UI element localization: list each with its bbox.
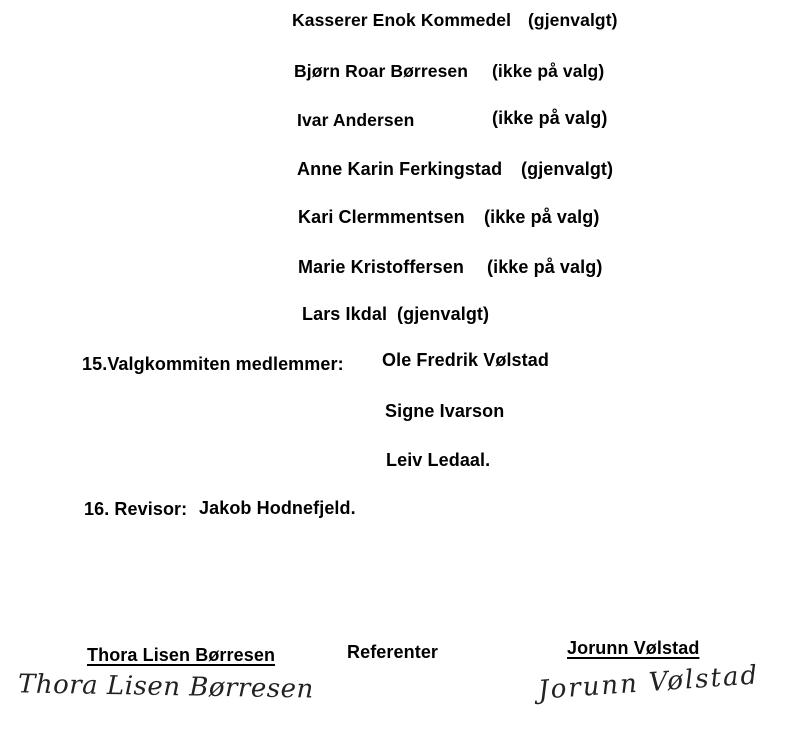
board-member-name-5: Kari Clermmentsen [298,207,465,227]
board-member-name-7: Lars Ikdal [302,304,388,324]
board-member-status-2: (ikke på valg) [492,61,605,81]
section15-label: 15.Valgkommiten medlemmer: [82,354,344,374]
signature-right: Jorunn Vølstad [537,660,761,706]
board-member-status-1: (gjenvalgt) [528,10,618,30]
board-member-name-3: Ivar Andersen [297,110,415,130]
election-committee-member-2: Signe Ivarson [385,401,505,421]
referent-left-name: Thora Lisen Børresen [87,645,276,665]
section16-label: 16. Revisor: [84,499,188,519]
board-member-status-6: (ikke på valg) [487,257,603,277]
election-committee-member-1: Ole Fredrik Vølstad [382,350,549,370]
referenter-label: Referenter [347,642,439,662]
board-member-name-1: Kasserer Enok Kommedel [292,10,512,30]
board-member-name-4: Anne Karin Ferkingstad [297,159,503,179]
board-member-status-5: (ikke på valg) [484,207,600,227]
board-member-name-2: Bjørn Roar Børresen [294,61,469,81]
board-member-status-7: (gjenvalgt) [397,304,490,324]
board-member-status-3: (ikke på valg) [492,108,608,128]
board-member-name-6: Marie Kristoffersen [298,257,464,277]
signature-left: Thora Lisen Børresen [17,669,314,705]
board-member-status-4: (gjenvalgt) [521,159,614,179]
election-committee-member-3: Leiv Ledaal. [386,450,491,470]
auditor-name: Jakob Hodnefjeld. [199,498,356,518]
referent-right-name: Jorunn Vølstad [567,638,700,658]
